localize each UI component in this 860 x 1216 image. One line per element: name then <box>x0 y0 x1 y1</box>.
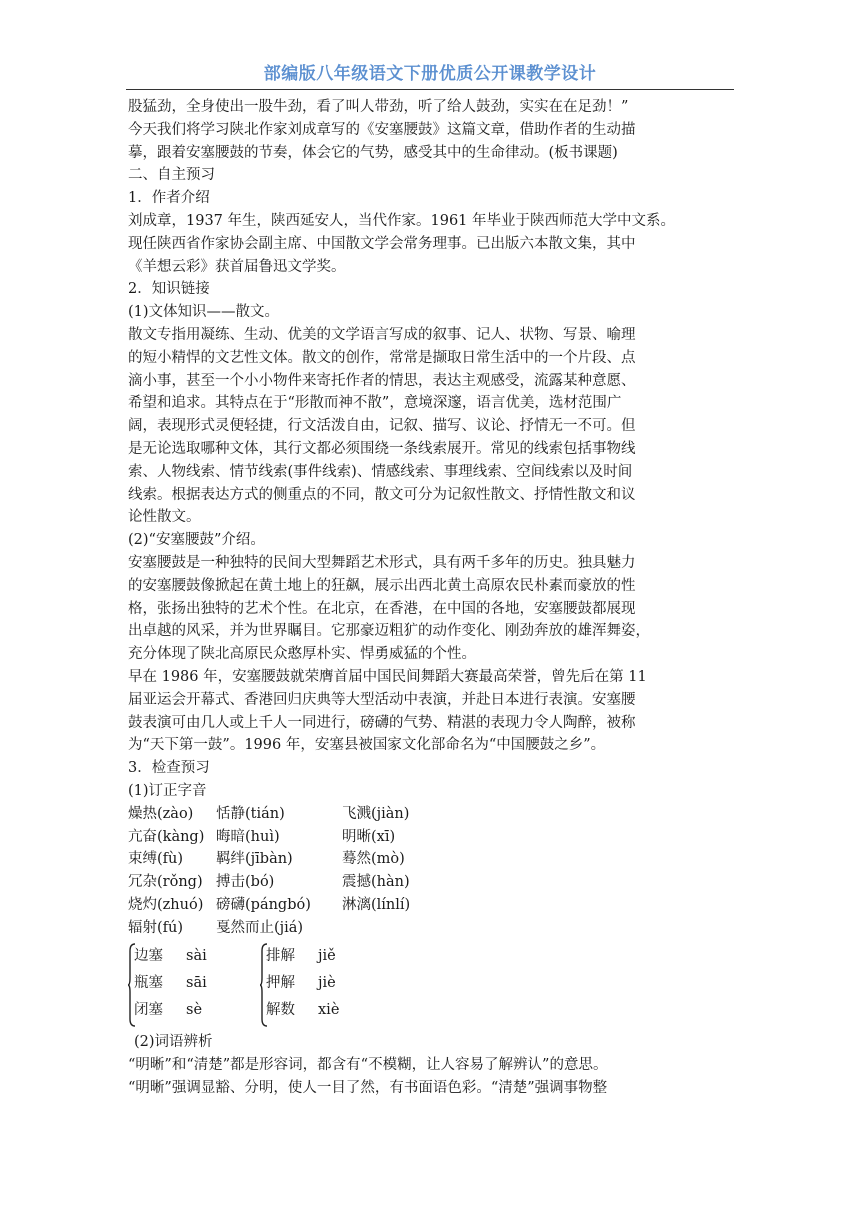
prose-line: 索、人物线索、情节线索(事件线索)、情感线索、事理线索、空间线索以及时间 <box>128 463 633 480</box>
word-analysis-line: “明晰”强调显豁、分明，使人一目了然，有书面语色彩。“清楚”强调事物整 <box>128 1080 608 1097</box>
jie-item <box>266 943 339 970</box>
polyphone-groups <box>128 943 738 1031</box>
author-line: 刘成章，1937 年生，陕西延安人，当代作家。1961 年毕业于陕西师范大学中文系。 <box>128 212 676 229</box>
pinyin-row <box>128 826 738 849</box>
sai-item <box>134 997 207 1024</box>
prose-line: 的短小精悍的文艺性文体。散文的创作，常常是撷取日常生活中的一个片段、点 <box>128 349 636 366</box>
word-analysis-heading: (2)词语辨析 <box>134 1034 213 1051</box>
pinyin-item: 冗杂(rǒng) <box>128 874 203 891</box>
pinyin-item: 搏击(bó) <box>216 874 275 891</box>
sai-word: 瓶塞 <box>134 975 163 992</box>
pinyin-item: 晦暗(huì) <box>216 828 280 845</box>
drum-line: 格，张扬出独特的艺术个性。在北京，在香港，在中国的各地，安塞腰鼓都展现 <box>128 600 636 617</box>
page-header-title: 部编版八年级语文下册优质公开课教学设计 <box>263 64 597 84</box>
prose-line: 希望和追求。其特点在于“形散而神不散”，意境深邃，语言优美，选材范围广 <box>128 395 622 412</box>
sai-word: 边塞 <box>134 948 163 965</box>
pinyin-item: 磅礴(pángbó) <box>216 896 311 913</box>
section-heading: 二、自主预习 <box>128 167 215 184</box>
pinyin-item: 蓦然(mò) <box>342 851 405 868</box>
jie-pinyin: xiè <box>318 1002 340 1019</box>
drum-line: 鼓表演可由几人或上千人一同进行，磅礴的气势、精湛的表现力令人陶醉，被称 <box>128 714 636 731</box>
jie-pinyin: jiè <box>318 975 336 992</box>
jie-word: 解数 <box>266 1002 295 1019</box>
sai-item <box>134 943 207 970</box>
drum-line: 为“天下第一鼓”。1996 年，安塞县被国家文化部命名为“中国腰鼓之乡”。 <box>128 737 606 754</box>
knowledge-heading: 2．知识链接 <box>128 281 210 298</box>
pinyin-row <box>128 803 738 826</box>
author-line: 现任陕西省作家协会副主席、中国散文学会常务理事。已出版六本散文集，其中 <box>128 235 636 252</box>
author-line: 《羊想云彩》获首届鲁迅文学奖。 <box>128 258 346 275</box>
pinyin-row <box>128 848 738 871</box>
sai-pinyin: sè <box>186 1002 203 1019</box>
drum-line: 届亚运会开幕式、香港回归庆典等大型活动中表演，并赴日本进行表演。安塞腰 <box>128 691 636 708</box>
pinyin-item: 束缚(fù) <box>128 851 184 868</box>
intro-line: 摹，跟着安塞腰鼓的节奏，体会它的气势，感受其中的生命律动。(板书课题) <box>128 144 618 161</box>
prose-line: 阔，表现形式灵便轻捷，行文活泼自由，记叙、描写、议论、抒情无一不可。但 <box>128 418 636 435</box>
pinyin-item: 亢奋(kàng) <box>128 828 205 845</box>
pinyin-item: 震撼(hàn) <box>342 874 410 891</box>
prose-heading: (1)文体知识——散文。 <box>128 304 280 321</box>
jie-word: 押解 <box>266 975 295 992</box>
jie-group <box>266 943 339 1024</box>
prose-line: 线索。根据表达方式的侧重点的不同，散文可分为记叙性散文、抒情性散文和议 <box>128 486 636 503</box>
document-body <box>128 96 738 1100</box>
sai-item <box>134 970 207 997</box>
pinyin-row <box>128 871 738 894</box>
pinyin-item: 辐射(fú) <box>128 919 184 936</box>
drum-line: 的安塞腰鼓像掀起在黄土地上的狂飙，展示出西北黄土高原农民朴素而豪放的性 <box>128 577 636 594</box>
prose-line: 论性散文。 <box>128 509 201 526</box>
pinyin-heading: (1)订正字音 <box>128 782 207 799</box>
sai-pinyin: sāi <box>186 975 207 992</box>
pinyin-item: 羁绊(jībàn) <box>216 851 293 868</box>
jie-item <box>266 970 339 997</box>
pinyin-item: 燥热(zào) <box>128 805 194 822</box>
jie-word: 排解 <box>266 948 295 965</box>
drum-line: 充分体现了陕北高原民众憨厚朴实、悍勇威猛的个性。 <box>128 646 476 663</box>
pinyin-row <box>128 917 738 940</box>
drum-line: 早在 1986 年，安塞腰鼓就荣膺首届中国民间舞蹈大赛最高荣誉，曾先后在第 11 <box>128 668 647 685</box>
header-divider <box>126 89 734 90</box>
drum-line: 出卓越的风采，并为世界瞩目。它那豪迈粗犷的动作变化、刚劲奔放的雄浑舞姿， <box>128 623 650 640</box>
intro-line: 今天我们将学习陕北作家刘成章写的《安塞腰鼓》这篇文章，借助作者的生动描 <box>128 121 636 138</box>
author-heading: 1．作者介绍 <box>128 190 210 207</box>
sai-group <box>134 943 207 1024</box>
pinyin-item: 明晰(xī) <box>342 828 396 845</box>
pinyin-item: 烧灼(zhuó) <box>128 896 204 913</box>
word-analysis-line: “明晰”和“清楚”都是形容词，都含有“不模糊，让人容易了解辨认”的意思。 <box>128 1057 608 1074</box>
intro-line: 股猛劲，全身使出一股牛劲，看了叫人带劲，听了给人鼓劲，实实在在足劲！” <box>128 99 629 115</box>
prose-line: 散文专指用凝练、生动、优美的文学语言写成的叙事、记人、状物、写景、喻理 <box>128 326 636 343</box>
prose-line: 滴小事，甚至一个小小物件来寄托作者的情思，表达主观感受，流露某种意愿、 <box>128 372 636 389</box>
pinyin-item: 戛然而止(jiá) <box>216 919 304 936</box>
pinyin-row <box>128 894 738 917</box>
drum-heading: (2)“安塞腰鼓”介绍。 <box>128 532 265 549</box>
drum-line: 安塞腰鼓是一种独特的民间大型舞蹈艺术形式，具有两千多年的历史。独具魅力 <box>128 554 636 571</box>
pinyin-item: 淋漓(línlí) <box>342 896 411 913</box>
pinyin-item: 飞溅(jiàn) <box>342 805 410 822</box>
check-heading: 3．检查预习 <box>128 760 210 777</box>
jie-pinyin: jiě <box>318 948 336 965</box>
jie-item <box>266 997 339 1024</box>
sai-word: 闭塞 <box>134 1002 163 1019</box>
prose-line: 是无论选取哪种文体，其行文都必须围绕一条线索展开。常见的线索包括事物线 <box>128 440 636 457</box>
pinyin-item: 恬静(tián) <box>216 805 285 822</box>
sai-pinyin: sài <box>186 948 207 965</box>
